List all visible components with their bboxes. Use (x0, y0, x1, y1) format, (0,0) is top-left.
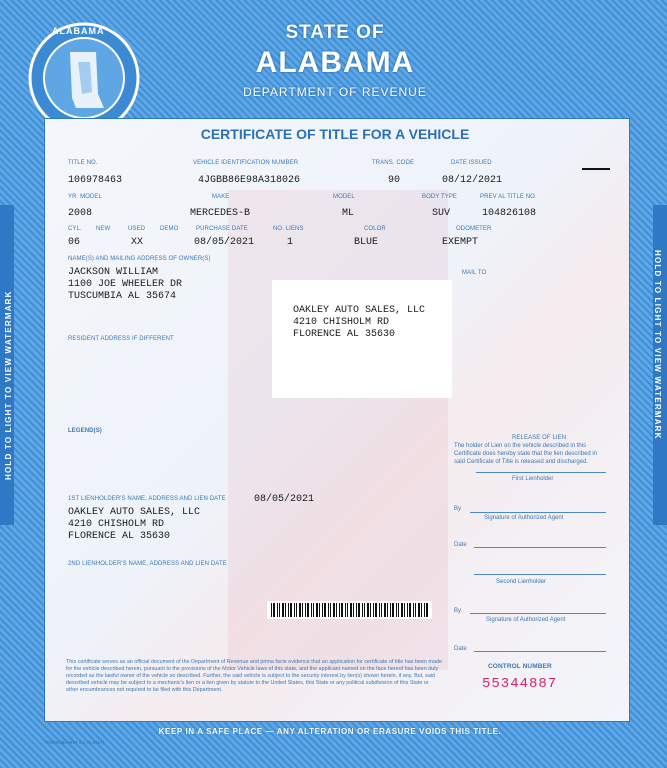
first-lienholder-label: First Lienholder (512, 476, 554, 482)
odometer-label: ODOMETER (456, 226, 492, 232)
title-no-value: 106978463 (68, 175, 123, 186)
mail-to-address (293, 305, 425, 341)
signature1-line (470, 512, 606, 513)
first-lienholder-line (476, 472, 606, 473)
color-value: BLUE (354, 237, 379, 248)
lien1-date: 08/05/2021 (254, 494, 315, 505)
odometer-value: EXEMPT (442, 237, 479, 248)
purchase-date-value: 08/05/2021 (194, 237, 255, 248)
mail-to-line: OAKLEY AUTO SALES, LLC (293, 305, 426, 316)
legal-disclaimer: This certificate serves as an official document of the Department of Revenue and prima facie evidence that an application for certificate of title has been made for the vehicle described herein, pursuant to the provisions of the Motor Vehicle laws of this state, and the applicant named on the face hereof has been duly recorded as the lawful owner of the vehicle so described. Further, the said vehicle is subject to the security interest by lien(s) shown herein, if any. But, said described vehicle may be subject to a mechanic's lien or a lien given by statute to the United States, this State or any political subdivision of this State or other encumbrances not required to be filed with this Department. (66, 659, 442, 693)
signature2-line (470, 613, 606, 614)
make-value: MERCEDES-B (190, 208, 251, 219)
form-number: FORM MV-MVT 5-1 (5-2017) (46, 740, 104, 745)
control-number: 55344887 (482, 676, 558, 692)
state-of-heading: STATE OF (285, 22, 385, 43)
owner-address (68, 267, 182, 303)
prev-title-value: 104826108 (482, 208, 537, 219)
barcode (267, 601, 432, 619)
right-watermark-note: HOLD TO LIGHT TO VIEW WATERMARK (653, 250, 662, 440)
body-type-value: SUV (432, 208, 451, 219)
left-watermark-note: HOLD TO LIGHT TO VIEW WATERMARK (4, 290, 13, 480)
new-label: NEW (96, 226, 111, 232)
page-title: CERTIFICATE OF TITLE FOR A VEHICLE (200, 126, 470, 142)
purchase-date-label: PURCHASE DATE (196, 226, 248, 232)
no-liens-label: NO. LIENS (273, 226, 304, 232)
by1-label: By (454, 506, 462, 512)
lien1-address (68, 507, 200, 543)
date1-line (474, 547, 606, 548)
mail-to-label: MAIL TO (462, 270, 487, 276)
demo-label: DEMO (160, 226, 179, 232)
date2-line (474, 651, 606, 652)
legends-label: LEGEND(S) (68, 428, 102, 434)
lien2-label: 2ND LIENHOLDER'S NAME, ADDRESS AND LIEN DATE (68, 561, 227, 567)
cyl-label: CYL. (68, 226, 82, 232)
date-issued-value: 08/12/2021 (442, 175, 503, 186)
owner-line: JACKSON WILLIAM (68, 267, 159, 278)
cyl-value: 06 (68, 237, 81, 248)
date-issued-label: DATE ISSUED (451, 160, 492, 166)
release-title: RELEASE OF LIEN (512, 435, 567, 441)
used-label: USED (128, 226, 146, 232)
used-value: XX (131, 237, 144, 248)
lien1-line: OAKLEY AUTO SALES, LLC (68, 507, 201, 518)
lien1-line: FLORENCE AL 35630 (68, 531, 171, 542)
lien1-label: 1ST LIENHOLDER'S NAME, ADDRESS AND LIEN DATE (68, 496, 226, 502)
vin-label: VEHICLE IDENTIFICATION NUMBER (193, 160, 299, 166)
color-label: COLOR (364, 226, 386, 232)
yr-model-value: 2008 (68, 208, 93, 219)
control-number-label: CONTROL NUMBER (488, 663, 552, 670)
release-text: The holder of Lien on the vehicle described in this Certificate does hereby state that the lien described in said Certificate of Title is released and discharged. (454, 443, 598, 465)
owner-line: TUSCUMBIA AL 35674 (68, 291, 177, 302)
second-lienholder-label: Second Lienholder (496, 579, 547, 585)
signature1-label: Signature of Authorized Agent (484, 515, 564, 521)
lien1-line: 4210 CHISHOLM RD (68, 519, 165, 530)
body-type-label: BODY TYPE (422, 194, 458, 200)
mail-to-line: 4210 CHISHOLM RD (293, 317, 390, 328)
resident-address-label: RESIDENT ADDRESS IF DIFFERENT (68, 336, 174, 342)
alabama-heading: ALABAMA (255, 46, 415, 79)
vin-value: 4JGBB86E98A318026 (198, 175, 301, 186)
by2-label: By (454, 608, 462, 614)
footer-warning: KEEP IN A SAFE PLACE — ANY ALTERATION OR ERASURE VOIDS THIS TITLE. (158, 727, 502, 736)
signature2-label: Signature of Authorized Agent (486, 617, 566, 623)
owner-line: 1100 JOE WHEELER DR (68, 279, 183, 290)
yr-model-label: YR. MODEL (68, 194, 102, 200)
trans-code-label: TRANS. CODE (372, 160, 415, 166)
title-no-label: TITLE NO. (68, 160, 98, 166)
prev-title-label: PREV AL TITLE NO. (480, 194, 537, 200)
corner-mark (582, 168, 610, 170)
trans-code-value: 90 (388, 175, 401, 186)
owner-label: NAME(S) AND MAILING ADDRESS OF OWNER(S) (68, 256, 211, 262)
make-label: MAKE (212, 194, 230, 200)
state-watermark (228, 190, 451, 670)
mail-to-line: FLORENCE AL 35630 (293, 329, 396, 340)
seal-top-text: ALABAMA (52, 26, 105, 36)
no-liens-value: 1 (287, 237, 294, 248)
date1-label: Date (454, 542, 467, 548)
second-lienholder-line (474, 574, 606, 575)
date2-label: Date (454, 646, 467, 652)
department-heading: DEPARTMENT OF REVENUE (243, 85, 427, 99)
model-label: MODEL (333, 194, 355, 200)
model-value: ML (342, 208, 355, 219)
